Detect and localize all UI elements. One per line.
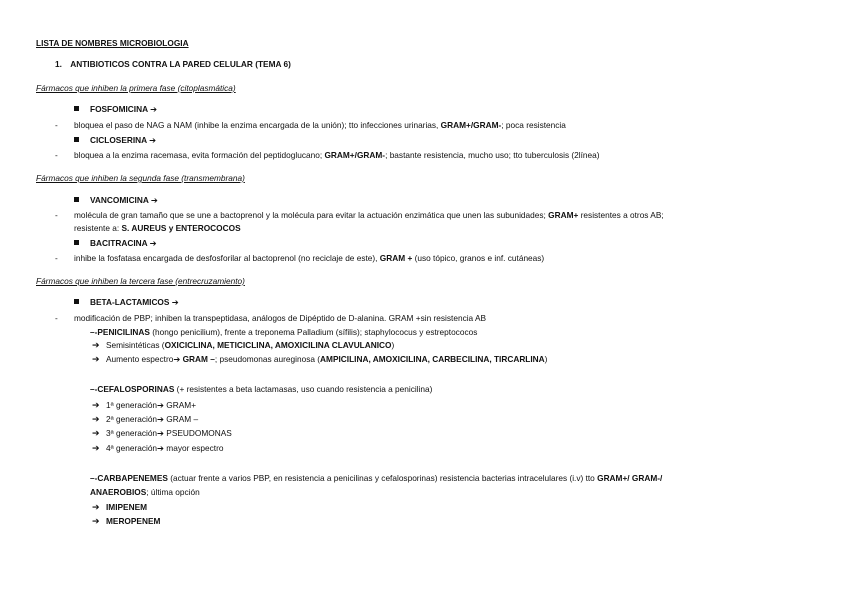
penicilinas-item-2: [92, 354, 547, 365]
cefalosporinas-item-4: [92, 443, 223, 454]
arrow-icon: ➔: [92, 443, 100, 453]
carbapenemes-heading: [90, 473, 662, 484]
dash-bullet: -: [55, 253, 58, 263]
drug-description: [74, 253, 544, 264]
drug-name: FOSFOMICINA ➔: [90, 104, 158, 114]
text-run: ; bastante resistencia, mucho uso; tto tuberculosis (2línea): [385, 150, 600, 160]
drug-bacitracina: [74, 238, 157, 249]
bullet-square-icon: [74, 137, 79, 142]
arrow-icon: ➔: [92, 502, 100, 512]
text-run-bold: IMIPENEM: [106, 502, 148, 512]
text-run-bold: GRAM+: [548, 210, 579, 220]
carbapenemes-item-2: [92, 516, 160, 527]
text-run-bold: –-CARBAPENEMES: [90, 473, 168, 483]
text-run-bold: ANAEROBIOS: [90, 487, 147, 497]
arrow-icon: ➔: [92, 516, 100, 526]
arrow-icon: ➔: [92, 428, 100, 438]
text-run-bold: GRAM+/ GRAM-/: [597, 473, 663, 483]
text-run: 1ª generación➔ GRAM+: [106, 400, 197, 410]
text-run-bold: –-CEFALOSPORINAS: [90, 384, 175, 394]
drug-name: BACITRACINA ➔: [90, 238, 157, 248]
text-run: resistentes a otros AB;: [578, 210, 664, 220]
text-run: (uso tópico, granos e inf. cutáneas): [412, 253, 545, 263]
drug-description: modificación de PBP; inhiben la transpeptidasa, análogos de Dipéptido de D-alanina. GRAM +sin resistencia AB: [74, 313, 487, 323]
drug-cicloserina: [74, 135, 156, 146]
text-run: ; pseudomonas aureginosa (: [214, 354, 321, 364]
subsection-heading-1: Fármacos que inhiben la primera fase (citoplasmática): [36, 83, 236, 93]
text-run-bold: –-PENICILINAS: [90, 327, 150, 337]
text-run: 4ª generación➔ mayor espectro: [106, 443, 224, 453]
arrow-icon: ➔: [92, 400, 100, 410]
text-run: bloquea el paso de NAG a NAM (inhibe la enzima encargada de la unión); tto infecciones urinarias,: [74, 120, 441, 130]
text-run-bold: AMPICILINA, AMOXICILINA, CARBECILINA, TIRCARLINA: [320, 354, 545, 364]
text-run: inhibe la fosfatasa encargada de desfosforilar al bactoprenol (no reciclaje de este),: [74, 253, 380, 263]
subsection-heading-2: Fármacos que inhiben la segunda fase (transmembrana): [36, 173, 245, 183]
drug-description-cont: [74, 223, 241, 234]
cefalosporinas-heading: [90, 384, 432, 395]
text-run-bold: MEROPENEM: [106, 516, 161, 526]
drug-fosfomicina: [74, 104, 157, 115]
bullet-square-icon: [74, 299, 79, 304]
drug-vancomicina: [74, 195, 158, 206]
bullet-square-icon: [74, 197, 79, 202]
subsection-heading-3: Fármacos que inhiben la tercera fase (entrecruzamiento): [36, 276, 245, 286]
text-run: Semisintéticas (: [106, 340, 165, 350]
section-label: ANTIBIOTICOS CONTRA LA PARED CELULAR (TEMA 6): [70, 59, 291, 69]
text-run: ; poca resistencia: [501, 120, 566, 130]
text-run: bloquea a la enzima racemasa, evita formación del peptidoglucano;: [74, 150, 325, 160]
text-run-bold: GRAM+/GRAM-: [440, 120, 502, 130]
penicilinas-heading: [90, 327, 477, 338]
drug-betalactamicos: [74, 297, 179, 308]
dash-bullet: -: [55, 120, 58, 130]
text-run: (actuar frente a varios PBP, en resistencia a penicilinas y cefalosporinas) resistencia bacterias intracelulares (i.v) tto: [167, 473, 598, 483]
text-run-bold: GRAM –: [182, 354, 215, 364]
drug-description: [74, 150, 600, 161]
dash-bullet: -: [55, 210, 58, 220]
text-run: ): [391, 340, 395, 350]
penicilinas-item-1: [92, 340, 394, 351]
bullet-square-icon: [74, 106, 79, 111]
drug-description: [74, 210, 664, 221]
text-run: (+ resistentes a beta lactamasas, uso cuando resistencia a penicilina): [174, 384, 433, 394]
cefalosporinas-item-1: [92, 400, 196, 411]
text-run: ): [544, 354, 548, 364]
text-run: (hongo penicilium), frente a treponema Palladium (sífilis); staphylococus y estreptococos: [149, 327, 478, 337]
cefalosporinas-item-3: [92, 428, 232, 439]
drug-name: BETA-LACTAMICOS ➔: [90, 297, 179, 307]
arrow-icon: ➔: [92, 340, 100, 350]
document-title: LISTA DE NOMBRES MICROBIOLOGIA: [36, 38, 189, 48]
text-run: ; última opción: [146, 487, 200, 497]
text-run: resistente a:: [74, 223, 122, 233]
carbapenemes-item-1: [92, 502, 147, 513]
text-run: Aumento espectro➔: [106, 354, 183, 364]
text-run-bold: S. AUREUS y ENTEROCOCOS: [121, 223, 241, 233]
dash-bullet: -: [55, 150, 58, 160]
text-run-bold: OXICICLINA, METICICLINA, AMOXICILINA CLAVULANICO: [164, 340, 392, 350]
section-number: 1.: [55, 59, 62, 69]
dash-bullet: -: [55, 313, 58, 323]
bullet-square-icon: [74, 240, 79, 245]
text-run-bold: GRAM+/GRAM-: [324, 150, 386, 160]
text-run: 2ª generación➔ GRAM –: [106, 414, 199, 424]
cefalosporinas-item-2: [92, 414, 198, 425]
arrow-icon: ➔: [92, 354, 100, 364]
carbapenemes-heading-cont: [90, 487, 200, 498]
text-run: 3ª generación➔ PSEUDOMONAS: [106, 428, 232, 438]
arrow-icon: ➔: [92, 414, 100, 424]
drug-description: [74, 120, 566, 131]
text-run-bold: GRAM +: [379, 253, 413, 263]
drug-name: VANCOMICINA ➔: [90, 195, 158, 205]
section-heading: [55, 59, 291, 70]
text-run: molécula de gran tamaño que se une a bactoprenol y la molécula para evitar la actuación enzimática que unen las subunidades;: [74, 210, 549, 220]
drug-name: CICLOSERINA ➔: [90, 135, 157, 145]
